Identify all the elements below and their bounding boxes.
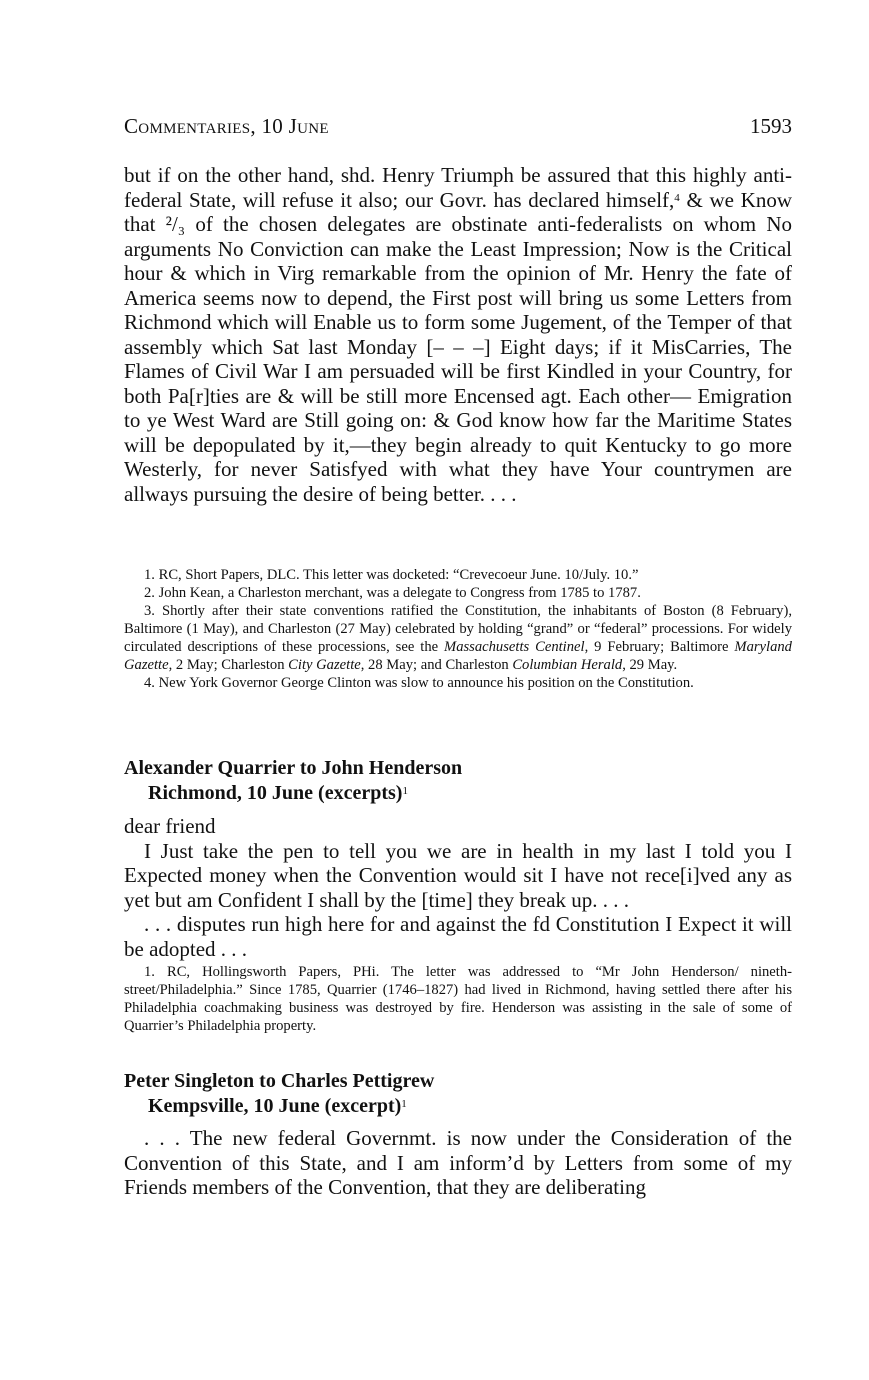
footnote-text: 3. Shortly after their state conventions ratified the Constitution, the inhabitants of Boston (8 February), Baltimore (1 May), and Charleston (27 May) celebrated by holding “grand” or “federal” processions. For widely circulated descriptions of these processions, see the [124,603,792,655]
footnote-text: , 28 May; and Charleston [360,657,513,673]
section-heading-singleton [124,1069,792,1119]
heading-place-date: Kempsville, 10 June (excerpt) [148,1095,402,1117]
footnote-text: , 29 May. [622,657,678,673]
body-text-part: & we Know that ²/₃ of the chosen delegates are obstinate anti-federalists on whom No arguments No Conviction can make the Least Impression; Now is the Critical hour & which in Virg remarkable from the opinion of Mr. Henry the fate of America seems now to depend, the First post will bring us some Letters from Richmond which will Enable us to form some Jugement, of the Temper of that assembly which Sat last Monday [– – –] Eight days; if it MisCarries, The Flames of Civil War I am persuaded will be first Kindled in your Country, for both Pa[r]ties are & will be still more Encensed agt. Each other— Emigration to ye West Ward are Still going on: & God know how far the Maritime States will be depopulated by it,—they begin already to quit Kentucky to go more Westerly, for never Satisfyed with what they have Your countrymen are allways pursuing the desire of being better. . . . [124,187,792,506]
footnote-2: 2. John Kean, a Charleston merchant, was a delegate to Congress from 1785 to 1787. [144,585,641,601]
footnotes-crevecoeur [124,566,792,692]
footnote-4: 4. New York Governor George Clinton was slow to announce his position on the Constitution. [144,675,694,691]
page-number: 1593 [750,114,792,138]
footnote-1: 1. RC, Hollingsworth Papers, PHi. The letter was addressed to “Mr John Henderson/ nineth-street/Philadelphia.” Since 1785, Quarrier (1746–1827) had lived in Richmond, having settled there after his Philadelphia coachmaking business was destroyed by fire. Henderson was assisting in the sale of some of Quarrier’s Philadelphia property. [124,964,792,1034]
body-text-part: but if on the other hand, shd. Henry Triumph be assured that this highly anti-federal State, will refuse it also; our Govr. has declared himself, [124,163,792,212]
letter-body-continued [124,163,792,506]
footnote-marker: 4 [674,191,680,204]
footnote-marker: 1 [402,785,408,797]
running-title: Commentaries, 10 June [124,114,329,138]
letter-body-quarrier [124,814,792,961]
publication-title: Maryland Gazette [124,639,792,673]
footnote-3 [124,602,792,674]
heading-line-1: Peter Singleton to Charles Pettigrew [124,1070,435,1092]
heading-line-2 [124,781,792,806]
section-heading-quarrier [124,756,792,806]
letter-body-singleton [124,1126,792,1200]
heading-line-2 [124,1094,792,1119]
footnote-marker: 1 [401,1098,407,1110]
body-paragraph: . . . disputes run high here for and against the fd Constitution I Expect it will be adopted . . . [124,912,792,961]
heading-place-date: Richmond, 10 June (excerpts) [148,782,403,804]
body-paragraph [124,163,792,506]
publication-title: Columbian Herald [512,657,623,673]
footnote-text: , 2 May; Charleston [168,657,289,673]
publication-title: Massachusetts Centinel [444,639,585,655]
publication-title: City Gazette [288,657,361,673]
heading-line-1: Alexander Quarrier to John Henderson [124,757,463,779]
running-header [124,114,792,144]
body-paragraph: . . . The new federal Governmt. is now under the Consideration of the Convention of this State, and I am inform’d by Letters from some of my Friends members of the Convention, that they are deliberating [124,1126,792,1199]
salutation: dear friend [124,814,216,838]
footnote-1: 1. RC, Short Papers, DLC. This letter was docketed: “Crevecoeur June. 10/July. 10.” [144,567,639,583]
footnotes-quarrier [124,963,792,1035]
body-paragraph: I Just take the pen to tell you we are in health in my last I told you I Expected money when the Convention would sit I have not rece[i]ved any as yet but am Confident I shall by the [time] they break up. . . . [124,838,792,912]
footnote-text: , 9 February; Baltimore [584,639,735,655]
